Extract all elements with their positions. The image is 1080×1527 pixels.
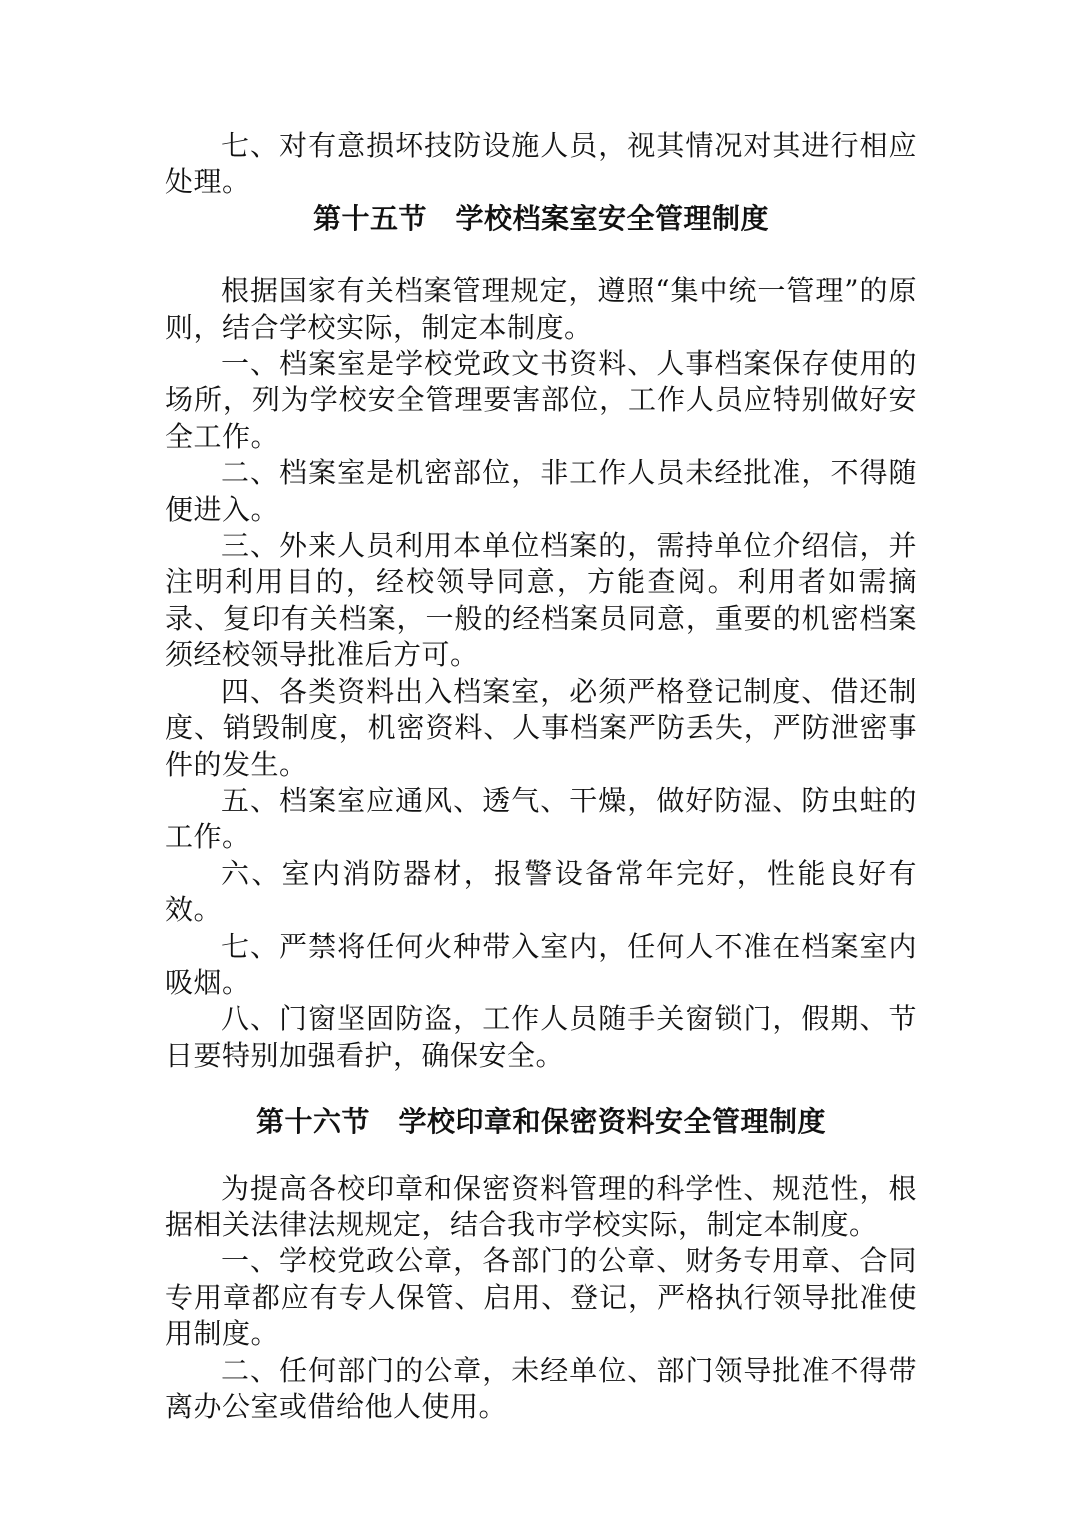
carryover-paragraph: 七、对有意损坏技防设施人员，视其情况对其进行相应处理。 — [165, 129, 917, 199]
section-15-paragraph: 三、外来人员利用本单位档案的，需持单位介绍信，并注明利用目的，经校领导同意，方能查阅。利用者如需摘录、复印有关档案，一般的经档案员同意，重要的机密档案须经校领导批准后方可。 — [165, 529, 917, 672]
spacer — [165, 1141, 917, 1171]
section-15-paragraph: 七、严禁将任何火种带入室内，任何人不准在档案室内吸烟。 — [165, 929, 917, 999]
spacer — [165, 1074, 917, 1104]
section-15-paragraph: 根据国家有关档案管理规定，遵照“集中统一管理”的原则，结合学校实际，制定本制度。 — [165, 274, 917, 344]
section-15-paragraph: 六、室内消防器材，报警设备常年完好，性能良好有效。 — [165, 856, 917, 927]
section-15-paragraph: 一、档案室是学校党政文书资料、人事档案保存使用的场所，列为学校安全管理要害部位，工作人员应特别做好安全工作。 — [165, 347, 917, 453]
document-page — [165, 128, 917, 1425]
section-16-paragraph: 一、学校党政公章，各部门的公章、财务专用章、合同专用章都应有专人保管、启用、登记，严格执行领导批准使用制度。 — [165, 1244, 917, 1351]
section-15-paragraph: 八、门窗坚固防盗，工作人员随手关窗锁门，假期、节日要特别加强看护，确保安全。 — [165, 1002, 917, 1072]
section-15-title: 第十五节 学校档案室安全管理制度 — [312, 201, 769, 235]
section-15-paragraph: 五、档案室应通风、透气、干燥，做好防湿、防虫蛀的工作。 — [165, 783, 917, 854]
section-16-paragraph: 为提高各校印章和保密资料管理的科学性、规范性，根据相关法律法规规定，结合我市学校实际，制定本制度。 — [165, 1171, 917, 1241]
section-16-paragraph: 二、任何部门的公章，未经单位、部门领导批准不得带离办公室或借给他人使用。 — [165, 1353, 917, 1423]
spacer — [165, 237, 917, 273]
section-15-paragraph: 二、档案室是机密部位，非工作人员未经批准，不得随便进入。 — [165, 456, 917, 526]
section-15-paragraph: 四、各类资料出入档案室，必须严格登记制度、借还制度、销毁制度，机密资料、人事档案严防丢失，严防泄密事件的发生。 — [165, 674, 917, 781]
section-16-title: 第十六节 学校印章和保密资料安全管理制度 — [255, 1105, 826, 1139]
